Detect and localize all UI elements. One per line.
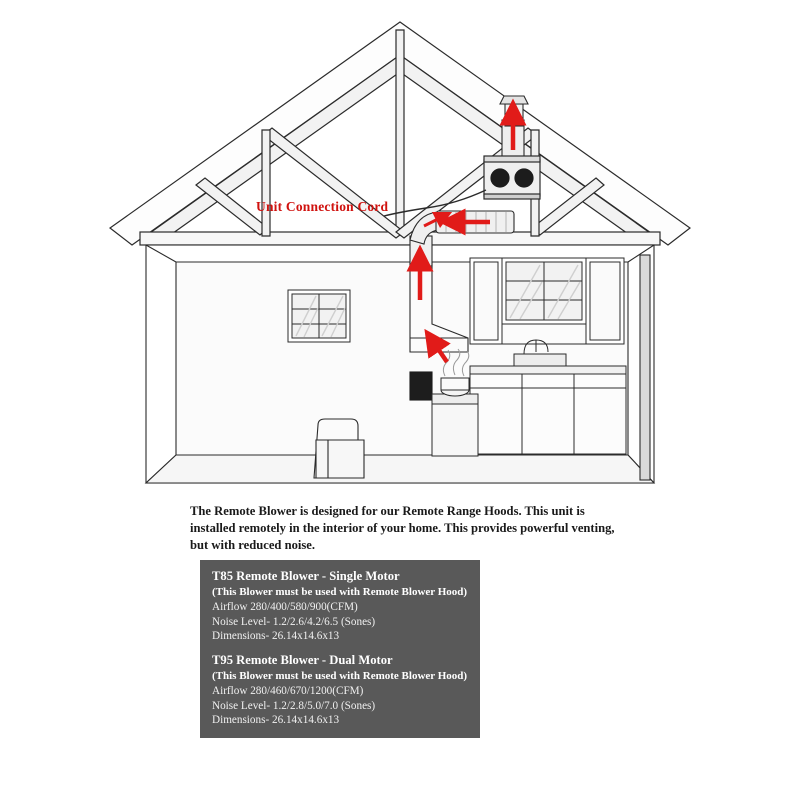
left-room-window bbox=[288, 290, 350, 342]
spec-panel-t95 bbox=[200, 644, 480, 738]
spec-subtitle: (This Blower must be used with Remote Blower Hood) bbox=[212, 670, 468, 682]
spec-dimensions: Dimensions- 26.14x14.6x13 bbox=[212, 630, 340, 642]
spec-subtitle: (This Blower must be used with Remote Blower Hood) bbox=[212, 586, 468, 598]
roof-truss bbox=[110, 22, 690, 248]
spec-airflow: Airflow 280/400/580/900(CFM) bbox=[212, 601, 358, 613]
kitchen-window bbox=[502, 258, 586, 324]
spec-panel-t85 bbox=[200, 560, 480, 654]
base-cabinets-and-counter bbox=[470, 366, 626, 454]
spec-airflow: Airflow 280/460/670/1200(CFM) bbox=[212, 685, 364, 697]
spec-noise: Noise Level- 1.2/2.6/4.2/6.5 (Sones) bbox=[212, 615, 376, 628]
spec-title: T85 Remote Blower - Single Motor bbox=[212, 569, 400, 583]
description-text: The Remote Blower is designed for our Remote Range Hoods. This unit is installed remotely in the interior of your home. This provides powerful venting, but with reduced noise. bbox=[190, 504, 615, 552]
spec-dimensions: Dimensions- 26.14x14.6x13 bbox=[212, 714, 340, 726]
remote-blower-unit bbox=[484, 156, 540, 199]
spec-noise: Noise Level- 1.2/2.8/5.0/7.0 (Sones) bbox=[212, 699, 376, 712]
spec-title: T95 Remote Blower - Dual Motor bbox=[212, 653, 393, 667]
unit-connection-cord-label: Unit Connection Cord bbox=[256, 199, 389, 214]
living-room-sofa bbox=[314, 419, 364, 478]
